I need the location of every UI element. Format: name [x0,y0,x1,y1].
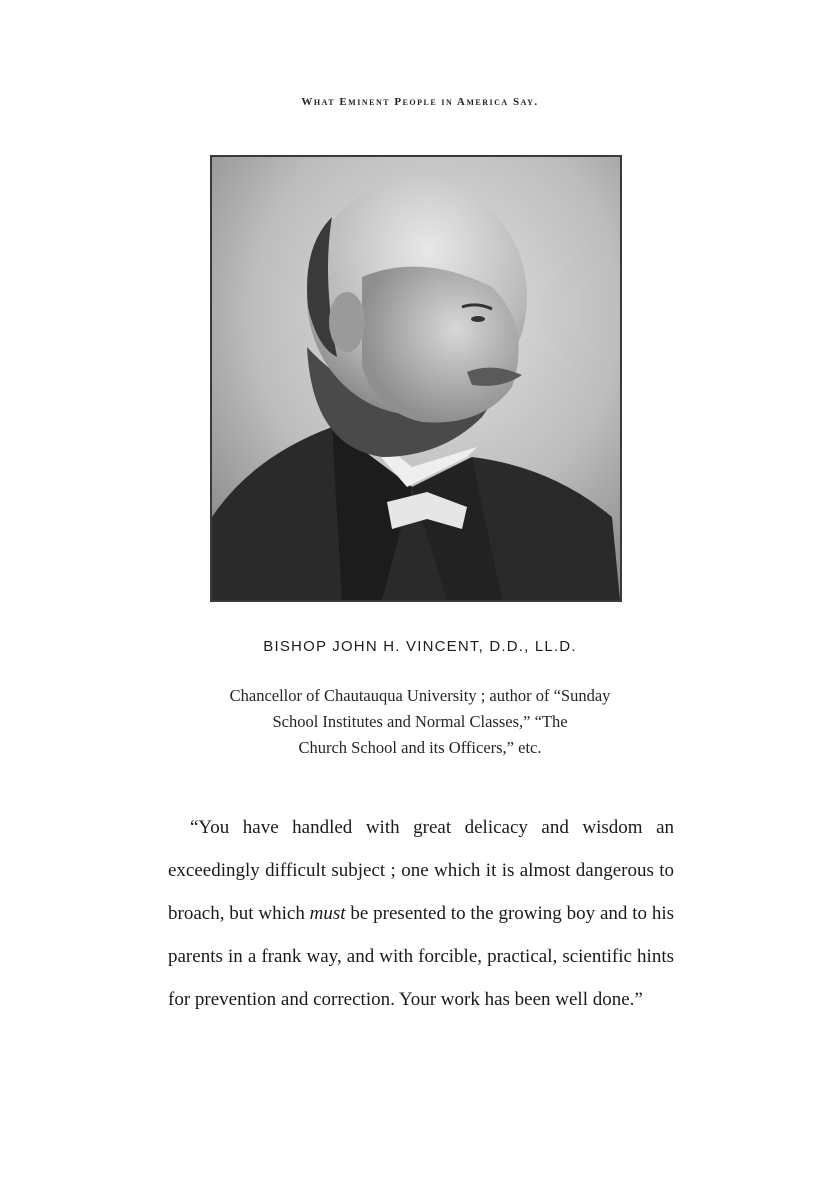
person-caption [165,683,675,761]
running-head: What Eminent People in America Say. [301,96,539,108]
caption-line: School Institutes and Normal Classes,” “The [272,712,568,731]
person-name: BISHOP JOHN H. VINCENT, D.D., LL.D. [263,638,577,655]
quote-text: be presented to the growing boy and to his parents in a frank way, and with forcible, practical, scientific hints for prevention and correction. Your work has been well done.” [168,903,674,1010]
quote-emphasis: must [309,903,346,924]
portrait-photograph [210,155,622,602]
caption-line: Church School and its Officers,” etc. [298,738,542,757]
caption-line: Chancellor of Chautauqua University ; author of “Sunday [229,686,611,705]
quote-text: “You have handled with great delicacy and wisdom an exceedingly difficult subject ; one which it is almost dangerous to broach, but which [168,817,674,924]
testimonial-quote [168,806,674,1021]
portrait-icon [212,157,620,600]
